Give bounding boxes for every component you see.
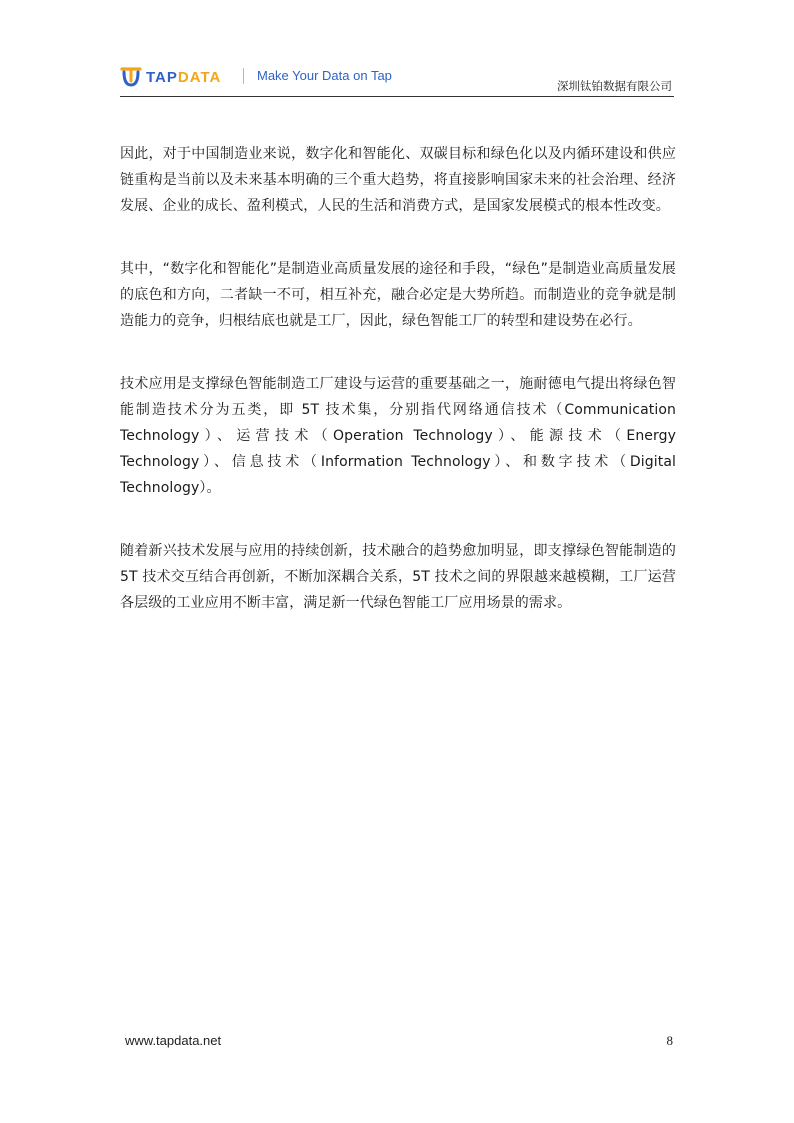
brand-name xyxy=(146,69,221,86)
company-name: 深圳钛铂数据有限公司 xyxy=(557,79,672,93)
brand-prefix: TAP xyxy=(146,68,178,86)
document-body xyxy=(120,141,676,653)
brand-logo[interactable] xyxy=(120,66,221,88)
paragraph-1: 因此，对于中国制造业来说，数字化和智能化、双碳目标和绿色化以及内循环建设和供应链重构是当前以及未来基本明确的三个重大趋势，将直接影响国家未来的社会治理、经济发展、企业的成长、盈利模式，人民的生活和消费方式，是国家发展模式的根本性改变。 xyxy=(120,146,676,214)
brand-suffix: DATA xyxy=(177,68,222,86)
header-divider xyxy=(243,68,244,84)
paragraph-3: 技术应用是支撑绿色智能制造工厂建设与运营的重要基础之一，施耐德电气提出将绿色智能制造技术分为五类，即 5T 技术集，分别指代网络通信技术（Communication Technology）、运营技术（Operation Technology）、能源技术（Energy Technology）、信息技术（Information Technology）、和数字技术（Digital Technology）。 xyxy=(120,376,676,496)
brand-slogan: Make Your Data on Tap xyxy=(257,68,392,83)
paragraph-2: 其中，“数字化和智能化”是制造业高质量发展的途径和手段，“绿色”是制造业高质量发展的底色和方向，二者缺一不可，相互补充，融合必定是大势所趋。而制造业的竞争就是制造能力的竞争，归根结底也就是工厂，因此，绿色智能工厂的转型和建设势在必行。 xyxy=(120,261,676,329)
paragraph-4: 随着新兴技术发展与应用的持续创新，技术融合的趋势愈加明显，即支撑绿色智能制造的 5T 技术交互结合再创新，不断加深耦合关系，5T 技术之间的界限越来越模糊，工厂运营各层级的工业应用不断丰富，满足新一代绿色智能工厂应用场景的需求。 xyxy=(120,543,676,611)
page-header xyxy=(120,62,674,97)
tapdata-logo-icon xyxy=(120,66,142,88)
footer-website-link[interactable]: www.tapdata.net xyxy=(125,1033,222,1048)
page-number: 8 xyxy=(666,1033,673,1048)
